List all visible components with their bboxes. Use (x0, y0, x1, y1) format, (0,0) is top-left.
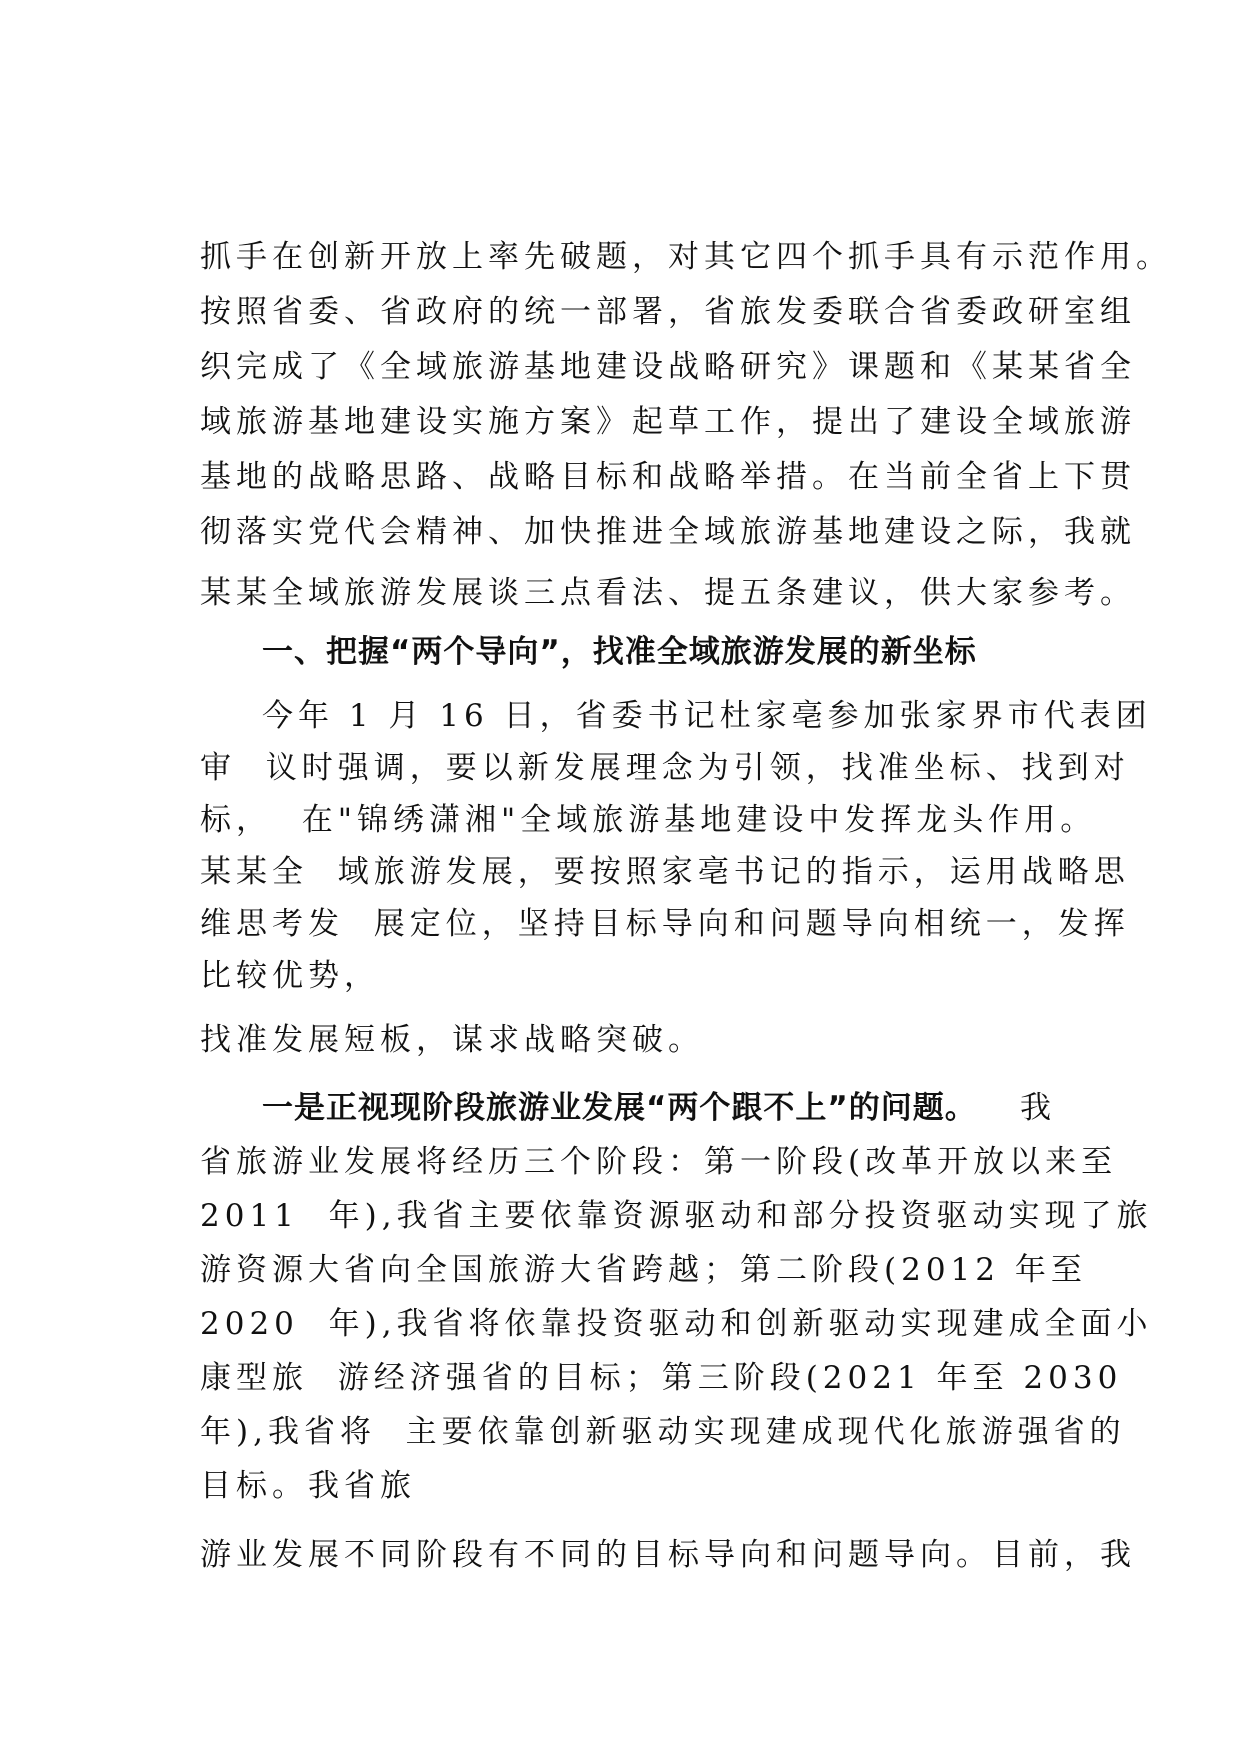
paragraph-1-line-1: 抓手在创新开放上率先破题，对其它四个抓手具有示范作用。 (200, 239, 1172, 275)
paragraph-3-lead-bold: 一是正视现阶段旅游业发展“两个跟不上”的问题。 (262, 1090, 977, 1126)
paragraph-2-line-4: 某某全 域旅游发展，要按照家亳书记的指示，运用战略思 (200, 854, 1130, 890)
paragraph-3-line-6: 康型旅 游经济强省的目标；第三阶段(2021 年至 2030 (200, 1360, 1123, 1396)
paragraph-2-line-5: 维思考发 展定位，坚持目标导向和问题导向相统一，发挥 (200, 906, 1130, 942)
paragraph-1-line-5: 基地的战略思路、战略目标和战略举措。在当前全省上下贯 (200, 459, 1136, 495)
paragraph-2-line-2: 审 议时强调，要以新发展理念为引领，找准坐标、找到对 (200, 750, 1130, 786)
paragraph-2-line-6: 比较优势， (200, 958, 380, 994)
section-heading-1: 一、把握“两个导向”，找准全域旅游发展的新坐标 (262, 634, 977, 670)
paragraph-1-line-7: 某某全域旅游发展谈三点看法、提五条建议，供大家参考。 (200, 575, 1136, 611)
paragraph-3-line-5: 2020 年),我省将依靠投资驱动和创新驱动实现建成全面小 (200, 1306, 1153, 1342)
paragraph-3-line-3: 2011 年),我省主要依靠资源驱动和部分投资驱动实现了旅 (200, 1198, 1153, 1234)
paragraph-3-line-8: 目标。我省旅 (200, 1468, 416, 1504)
paragraph-3-line-7: 年),我省将 主要依靠创新驱动实现建成现代化旅游强省的 (200, 1414, 1126, 1450)
paragraph-1-line-4: 域旅游基地建设实施方案》起草工作，提出了建设全域旅游 (200, 404, 1136, 440)
paragraph-1-line-6: 彻落实党代会精神、加快推进全域旅游基地建设之际，我就 (200, 514, 1136, 550)
paragraph-1-line-2: 按照省委、省政府的统一部署，省旅发委联合省委政研室组 (200, 294, 1136, 330)
paragraph-3-lead-tail: 我 (1020, 1090, 1056, 1126)
paragraph-2-line-1: 今年 1 月 16 日，省委书记杜家亳参加张家界市代表团 (262, 698, 1152, 734)
paragraph-3-line-4: 游资源大省向全国旅游大省跨越；第二阶段(2012 年至 (200, 1252, 1087, 1288)
paragraph-2-line-7: 找准发展短板，谋求战略突破。 (200, 1022, 704, 1058)
paragraph-2-line-3: 标， 在"锦绣潇湘"全域旅游基地建设中发挥龙头作用。 (200, 802, 1097, 838)
paragraph-4-line-1: 游业发展不同阶段有不同的目标导向和问题导向。目前，我 (200, 1537, 1136, 1573)
paragraph-3-line-2: 省旅游业发展将经历三个阶段：第一阶段(改革开放以来至 (200, 1144, 1118, 1180)
paragraph-1-line-3: 织完成了《全域旅游基地建设战略研究》课题和《某某省全 (200, 349, 1136, 385)
